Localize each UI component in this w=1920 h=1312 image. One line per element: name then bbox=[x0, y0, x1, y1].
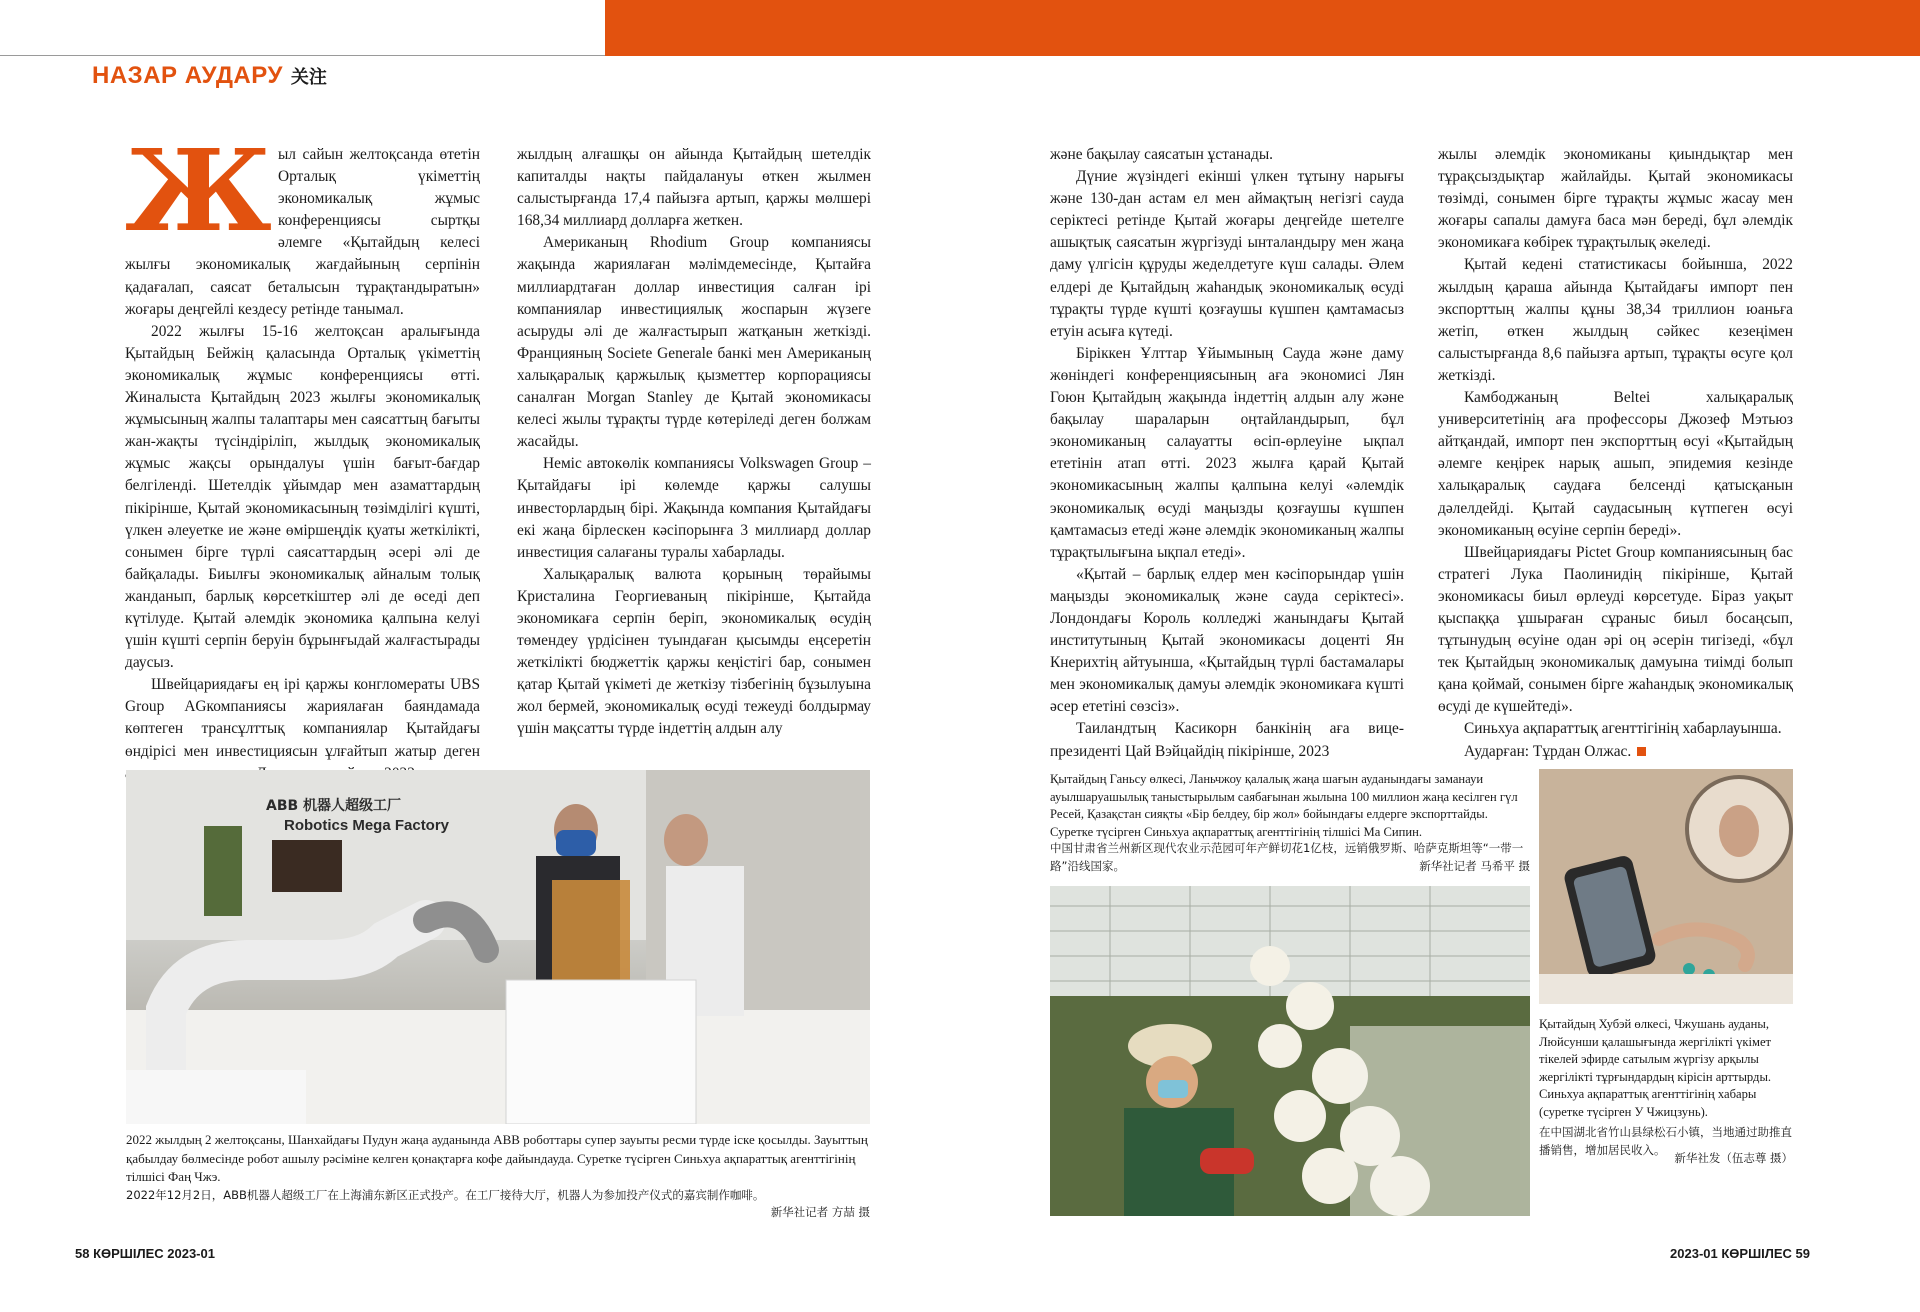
factory-sign-text-en: Robotics Mega Factory bbox=[284, 817, 450, 834]
page-folio-right: 2023-01 КӨРШІЛЕС 59 bbox=[1670, 1246, 1810, 1261]
livestream-phone-photo bbox=[1539, 769, 1793, 1004]
article-paragraph: Таиландтың Касикорн банкінің аға вице-президенті Цай Вэйцайдің пікірінше, 2023 bbox=[1050, 720, 1404, 760]
phone-photo-credit: 新华社发（伍志尊 摄） bbox=[1674, 1151, 1793, 1165]
page-folio-left: 58 КӨРШІЛЕС 2023-01 bbox=[75, 1246, 215, 1261]
robot-coffee-photo bbox=[126, 770, 870, 1124]
phone-photo-illustration bbox=[1539, 769, 1793, 1004]
article-paragraph: Қытай кедені статистикасы бойынша, 2022 жылдың қараша айында Қытайдағы импорт пен экспорттың жалпы құны 38,34 триллион юаньға жетіп, өткен жылдың сәйкес кезеңімен салыстырғанда 8,6 пайызға артып, тұрақты өсуге қол жеткізді. bbox=[1438, 256, 1793, 384]
article-translator: Аударған: Тұрдан Олжас. bbox=[1438, 741, 1793, 763]
roses-photo-caption-cn: 中国甘肃省兰州新区现代农业示范园可年产鲜切花1亿枝，远销俄罗斯、哈萨克斯坦等“一带一路”沿线国家。 bbox=[1050, 841, 1524, 873]
article-paragraph: жылдың алғашқы он айында Қытайдың шетелдік капиталды нақты пайдалануы өткен жылмен салыстырғанда 17,4 пайызға артып, қаржы мөлшері 168,34 миллиард долларға жеткен. bbox=[517, 146, 871, 230]
roses-photo-caption: Қытайдың Ганьсу өлкесі, Ланьчжоу қалалық жаңа шағын ауданындағы заманауи ауылшаруашылық таныстырылым саябағынан жылына 100 миллион жаңа кесілген гүл Ресей, Қазақстан сияқты «Бір белдеу, бір жол» бойындағы елдерге экспорттайды. Суретке түсірген Синьхуа ақпараттық агенттігінің тілшісі Ма Сипин. bbox=[1050, 772, 1518, 839]
phone-photo-caption: Қытайдың Хубэй өлкесі, Чжушань ауданы, Люйсунши қалашығында жергілікті үкімет тікелей эфирде сатылым жүргізу арқылы жергілікті тұрғындардың кірісін арттырды. Синьхуа ақпараттық агенттігінің хабары (суретке түсірген У Чжицзунь). bbox=[1539, 1017, 1772, 1119]
article-paragraph: «Қытай – барлық елдер мен кәсіпорындар үшін маңызды экономикалық және сауда серіктесі». Лондондағы Король колледжі жанындағы Қытай институтының Қытай экономикасы доценті Ян Кнерихтің айтуынша, «Қытайдың түрлі бастамалары мен экономикалық дамуы әлемдік экономикаға күшті әсер ететіні сөзсіз». bbox=[1050, 565, 1404, 716]
article-column-2 bbox=[517, 144, 871, 741]
article-source: Синьхуа ақпараттық агенттігінің хабарлауынша. bbox=[1464, 720, 1782, 738]
top-orange-bar bbox=[605, 0, 1920, 56]
article-paragraph: Швейцариядағы Pictet Group компаниясының бас стратегі Лука Паолинидің пікірінше, Қытай экономикасы биыл өрлеуді көрсетуде. Біраз уақыт қыспаққа ұшыраған сұраныс биыл босаңсып, тұтынудың өсуіне одан әрі оң әсерін тигізеді, «бұл тек Қытайдың экономикалық дамуына тиімді болып қана қоймай, сонымен бірге жаһандық экономикалық өсуді де күшейтеді». bbox=[1438, 543, 1793, 716]
article-paragraph: Швейцариядағы ең ірі қаржы конгломераты UBS Group AGкомпаниясы жариялаған баяндамада көптеген трансұлттық компаниялар Қытайдағы өндірісі мен инвестициясын ұлғайтып жатыр деген bbox=[125, 676, 480, 760]
article-paragraph: Дүние жүзіндегі екінші үлкен тұтыну нарығы және 130-дан астам ел мен аймақтың негізгі сауда серіктесі ретінде Қытай жоғары деңгейде шетелге ашықтық саясатын жүргізуді ынталандыру мен жаңа даму үлгісін құруды жеделдетуге күш салады. Әлем елдері де Қытайдың жаһандық экономикалық өсуді тұрақты түрде күшті қозғаушы күшпен қамтамасыз етуін асыға күтеді. bbox=[1050, 168, 1404, 340]
top-rule bbox=[0, 55, 605, 56]
robot-photo-caption-cn: 2022年12月2日，ABB机器人超级工厂在上海浦东新区正式投产。在工厂接待大厅，机器人为参加投产仪式的嘉宾制作咖啡。 bbox=[126, 1188, 765, 1202]
roses-photo-illustration bbox=[1050, 886, 1530, 1216]
factory-sign-text: ABB 机器人超级工厂 bbox=[266, 798, 402, 814]
article-paragraph: және бақылау саясатын ұстанады. bbox=[1050, 146, 1274, 163]
roses-greenhouse-photo bbox=[1050, 886, 1530, 1216]
article-paragraph: жылы әлемдік экономиканы қиындықтар мен тұрақсыздықтар жайлайды. Қытай экономикасы төзімді, сонымен бірге тұрақты жұмыс жасау мен жоғары сапалы дамуға баса мән береді, бұл әлемдік экономикаға көбірек тұрақтылық әкеледі. bbox=[1438, 146, 1793, 252]
robot-photo-illustration bbox=[126, 770, 870, 1124]
roses-photo-credit: 新华社记者 马希平 摄 bbox=[1419, 859, 1530, 873]
article-column-3 bbox=[1050, 144, 1404, 763]
article-column-1 bbox=[125, 126, 480, 785]
article-paragraph: Камбоджаның Beltei халықаралық университетінің аға профессоры Джозеф Мэтьюз айтқандай, импорт пен экспорттың өсуі «Қытайдың әлемге кеңірек нарық ашып, эпидемия кезінде халықаралық саудаға белсенді қатысқанын дәлелдейді. Қытай саудасының күтпеген өсуі экономиканың өсуіне серпін береді». bbox=[1438, 389, 1793, 539]
article-paragraph: Жыл сайын желтоқсанда өтетін Орталық үкіметтің экономикалық жұмыс конференциясы сыртқы әлемге «Қытайдың келесі жылғы экономикалық жағдайының серпінін қадағалап, саясат беталысын тұрақтандыратын» жоғары деңгейлі кездесу ретінде танымал. bbox=[125, 126, 480, 318]
section-title: НАЗАР АУДАРУ bbox=[92, 62, 283, 89]
article-paragraph: Неміс автокөлік компаниясы Volkswagen Group – Қытайдағы ірі көлемде қаржы салушы инвесторлардың бірі. Жақында компания Қытайдағы екі жаңа бірлескен кәсіпорынға 3 миллиард доллар инвестиция салағаны туралы хабарлады. bbox=[517, 455, 871, 561]
article-paragraph: 2022 жылғы 15-16 желтоқсан аралығында Қытайдың Бейжің қаласында Орталық үкіметтің экономикалық жұмыс конференциясы өтті. Жиналыста Қытайдың 2023 жылғы экономикалық жұмысының жалпы талаптары мен саясаттың бағыты жан-жақты түсіндіріліп, жылдық экономикалық жұмыс жақсы орындалуы үшін бағыт-бағдар белгіленді. Шетелдік ұйымдар мен азаматтардың пікірінше, Қытай экономикасының төзімділігі күшті, үлкен әлеуетке ие және өміршеңдік қуаты жеткілікті, сонымен бірге түрлі саясаттардың әсері әлі де байқалады. Биылғы экономикалық айналым толық жанданып, барлық көрсеткіштер әлі де өседі деп күтілуде. Қытай әлемдік экономика қалпына келуі үшін күшті серпін беруін бұрынғыдай жалғастырады даусыз. bbox=[125, 322, 480, 672]
drop-cap: Ж bbox=[125, 126, 272, 257]
article-paragraph: Біріккен Ұлттар Ұйымының Сауда және даму жөніндегі конференциясының аға экономисі Лян Гоюн Қытайдың жақында індеттің алдын алу және бақылау шараларын оңтайландырып, бұл экономиканың салауатты өсіп-өрлеуіне ықпал ететінін атап өтті. 2023 жылға қарай Қытай экономикасының жалпы қалпына келуі «әлемдік экономикалық өсуді маңызды қозғаушы күшпен қамтамасыз етеді және әлемдік экономиканың жалпы тұрақтылығына ықпал етеді». bbox=[1050, 344, 1404, 561]
robot-photo-caption: 2022 жылдың 2 желтоқсаны, Шанхайдағы Пудун жаңа ауданында ABB роботтары супер зауыты ресми түрде іске қосылды. Зауыттың қабылдау бөлмесінде робот ашылу рәсіміне келген қонақтарға кофе дайындауда. Суретке түсірген Синьхуа ақпараттық агенттігінің тілшісі Фаң Чжэ. bbox=[126, 1132, 868, 1184]
article-paragraph: Халықаралық валюта қорының төрайымы Кристалина Георгиеваның пікірінше, Қытайда экономикаға серпін беріп, экономикалық өсудің төмендеу үрдісінен туындаған қысымды еңсеретін жеткілікті бюджеттік қаржы кеңістігі бар, сонымен қатар Қытай үкіметі де жеткізу тізбегінің бұзылуына жол бермей, экономикалық өсуді тежеуді болдырмау үшін мақсатты түрде індеттің алдын алу bbox=[517, 565, 871, 738]
section-title-cn: 关注 bbox=[290, 67, 327, 88]
phone-photo-caption-cn: 在中国湖北省竹山县绿松石小镇，当地通过助推直播销售，增加居民收入。 bbox=[1539, 1125, 1792, 1157]
robot-photo-credit: 新华社记者 方喆 摄 bbox=[770, 1205, 870, 1219]
article-column-4 bbox=[1438, 144, 1793, 763]
section-header bbox=[92, 62, 327, 90]
end-mark-icon bbox=[1637, 747, 1646, 756]
article-paragraph: Американың Rhodium Group компаниясы жақында жариялаған мәлімдемесінде, Қытайға миллиардтаған доллар инвестиция салған ірі компаниялар инвестициялық жоспарын жүзеге асыруды әлі де жалғастырып жатқанын жеткізді. Францияның Societe Generale банкі мен Американың халықаралық қаржылық қызметтер корпорациясы саналған Morgan Stanley де Қытай экономикасы келесі жылы тұрақты түрде көтеріледі деген болжам жасайды. bbox=[517, 234, 871, 451]
